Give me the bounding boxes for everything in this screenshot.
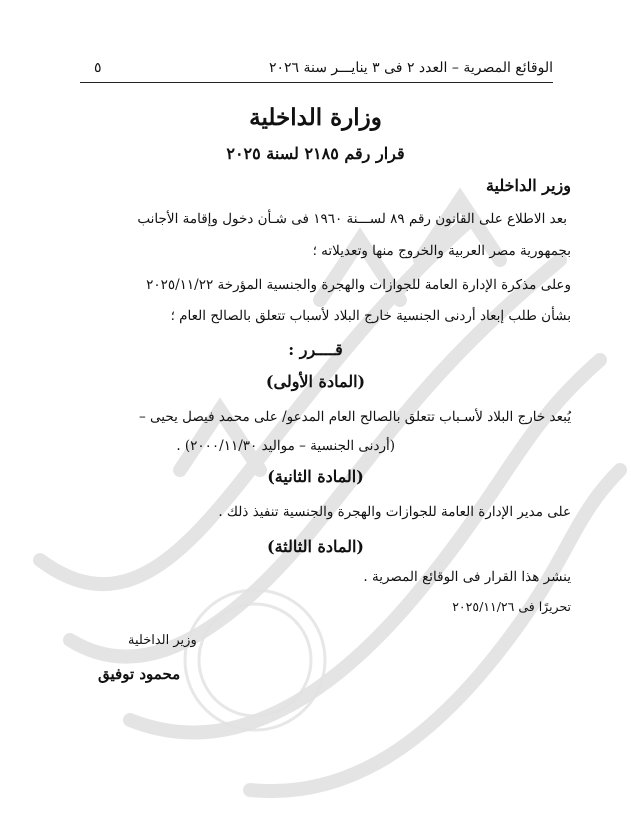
- preamble-line: بعد الاطلاع على القانون رقم ٨٩ لســـنة ١٩٦٠ فى شـأن دخول وإقامة الأجانب: [137, 211, 567, 227]
- signature-name: محمود توفيق: [98, 665, 181, 683]
- preamble-line: بشأن طلب إبعاد أردنى الجنسية خارج البلاد لأسباب تتعلق بالصالح العام ؛: [170, 308, 571, 324]
- decree-title: قرار رقم ٢١٨٥ لسنة ٢٠٢٥: [226, 144, 405, 163]
- article-3-text: ينشر هذا القرار فى الوقائع المصرية .: [363, 569, 571, 585]
- header-title: الوقائع المصرية – العدد ٢ فى ٣ ينايـــر سنة ٢٠٢٦: [268, 60, 553, 76]
- article-2-text: على مدير الإدارة العامة للجوازات والهجرة والجنسية تنفيذ ذلك .: [218, 504, 571, 520]
- preamble-line: وعلى مذكرة الإدارة العامة للجوازات والهجرة والجنسية المؤرخة ٢٠٢٥/١١/٢٢: [146, 277, 571, 293]
- minister-heading: وزير الداخلية: [485, 176, 571, 195]
- preamble-line: بجمهورية مصر العربية والخروج منها وتعديلاته ؛: [312, 243, 571, 259]
- decided-heading: قــــرر :: [288, 340, 343, 359]
- page-number: ٥: [94, 60, 102, 76]
- article-1-text: يُبعد خارج البلاد لأسـباب تتعلق بالصالح العام المدعو/ على محمد فيصل يحيى –: [139, 409, 571, 425]
- ministry-title: وزارة الداخلية: [249, 104, 382, 131]
- article-1-heading: (المادة الأولى): [265, 372, 366, 391]
- date-line: تحريرًا فى ٢٠٢٥/١١/٢٦: [452, 599, 571, 614]
- article-1-text: (أردنى الجنسية – مواليد ٢٠٠٠/١١/٣٠) .: [176, 438, 395, 454]
- page-header: [80, 56, 553, 83]
- signature-title: وزير الداخلية: [128, 633, 197, 648]
- article-3-heading: (المادة الثالثة): [267, 537, 364, 556]
- article-2-heading: (المادة الثانية): [267, 467, 364, 486]
